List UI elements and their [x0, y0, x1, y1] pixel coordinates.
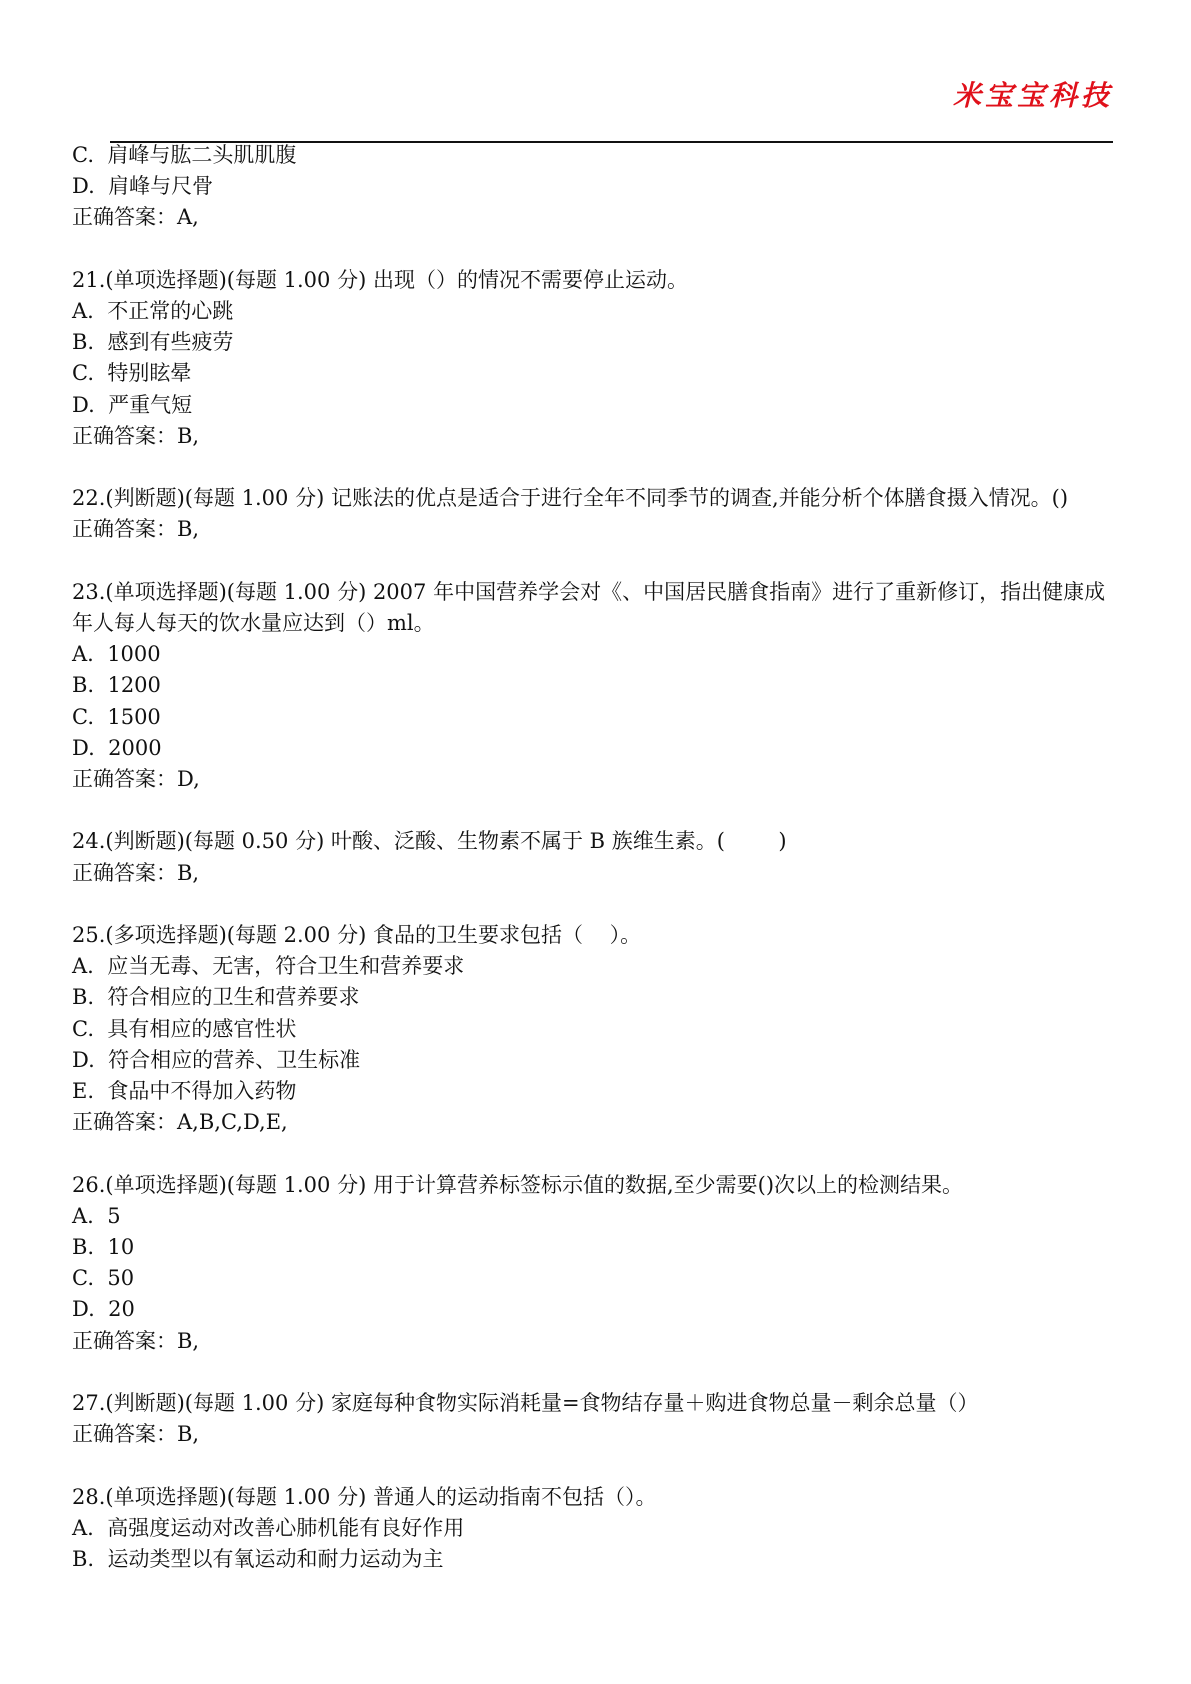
- document-body: [72, 140, 1117, 1575]
- question-list: [72, 265, 1117, 1575]
- question-text: 26.(单项选择题)(每题 1.00 分) 用于计算营养标签标示值的数据,至少需要()次以上的检测结果。: [72, 1172, 964, 1197]
- question-block: [72, 1388, 1117, 1482]
- question-text: 22.(判断题)(每题 1.00 分) 记账法的优点是适合于进行全年不同季节的调查,并能分析个体膳食摄入情况。(): [72, 486, 1069, 511]
- option: B. 1200: [72, 673, 161, 698]
- option: C. 肩峰与肱二头肌肌腹: [72, 143, 297, 167]
- option: D. 严重气短: [72, 392, 193, 417]
- question-block: [72, 920, 1117, 1170]
- question-block: [72, 1482, 1117, 1576]
- option: A. 5: [72, 1203, 121, 1228]
- brand-logo-text: 米宝宝科技: [952, 79, 1113, 112]
- answer: 正确答案：B,: [72, 1328, 200, 1353]
- option: B. 感到有些疲劳: [72, 330, 234, 355]
- option: C. 50: [72, 1266, 135, 1291]
- option: C. 特别眩晕: [72, 361, 192, 386]
- question-text: 21.(单项选择题)(每题 1.00 分) 出现（）的情况不需要停止运动。: [72, 267, 688, 292]
- question-block: [72, 577, 1117, 827]
- question-text: 23.(单项选择题)(每题 1.00 分) 2007 年中国营养学会对《、中国居民膳食指南》进行了重新修订，指出健康成年人每人每天的饮水量应达到（）ml。: [72, 579, 1106, 635]
- answer: 正确答案：D,: [72, 767, 200, 792]
- option: A. 不正常的心跳: [72, 299, 234, 323]
- answer: 正确答案：A,: [72, 205, 199, 230]
- answer: 正确答案：B,: [72, 1422, 200, 1447]
- option: A. 应当无毒、无害，符合卫生和营养要求: [72, 954, 465, 979]
- option: D. 肩峰与尺骨: [72, 174, 214, 199]
- question-block: [72, 483, 1117, 577]
- option: C. 1500: [72, 704, 161, 729]
- option: D. 符合相应的营养、卫生标准: [72, 1047, 361, 1072]
- option: A. 高强度运动对改善心肺机能有良好作用: [72, 1515, 465, 1540]
- question-text: 28.(单项选择题)(每题 1.00 分) 普通人的运动指南不包括（）。: [72, 1484, 657, 1509]
- carryover-block: [72, 140, 1117, 265]
- question-block: [72, 265, 1117, 483]
- answer: 正确答案：A,B,C,D,E,: [72, 1110, 288, 1135]
- question-text: 27.(判断题)(每题 1.00 分) 家庭每种食物实际消耗量=食物结存量＋购进食物总量－剩余总量（）: [72, 1391, 979, 1416]
- answer: 正确答案：B,: [72, 423, 200, 448]
- option: D. 20: [72, 1297, 135, 1322]
- question-block: [72, 1170, 1117, 1388]
- option: D. 2000: [72, 735, 162, 760]
- option: C. 具有相应的感官性状: [72, 1016, 297, 1041]
- question-text: 25.(多项选择题)(每题 2.00 分) 食品的卫生要求包括（ ）。: [72, 923, 642, 947]
- question-text: 24.(判断题)(每题 0.50 分) 叶酸、泛酸、生物素不属于 B 族维生素。( ): [72, 829, 787, 854]
- option: B. 符合相应的卫生和营养要求: [72, 985, 360, 1010]
- option: B. 运动类型以有氧运动和耐力运动为主: [72, 1547, 444, 1572]
- answer: 正确答案：B,: [72, 860, 200, 885]
- option: E. 食品中不得加入药物: [72, 1079, 297, 1104]
- answer: 正确答案：B,: [72, 517, 200, 542]
- option: A. 1000: [72, 642, 161, 667]
- question-block: [72, 826, 1117, 920]
- option: B. 10: [72, 1235, 135, 1260]
